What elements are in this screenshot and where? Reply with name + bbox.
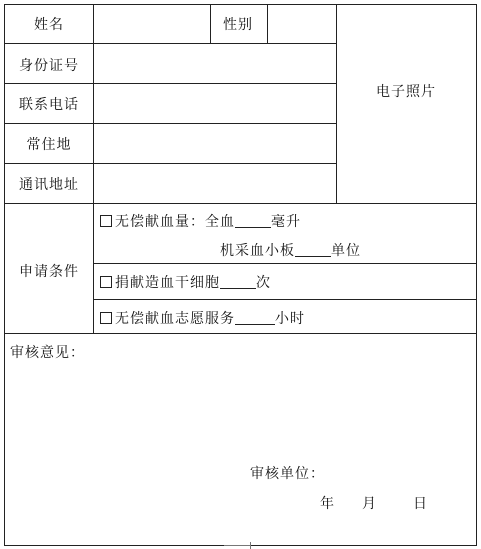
year-label: 年 (320, 496, 335, 512)
id-number-field[interactable] (95, 45, 335, 82)
month-label: 月 (362, 496, 377, 512)
platelet-blank[interactable] (295, 242, 331, 257)
id-number-label: 身份证号 (19, 58, 79, 74)
stem-cell-option[interactable] (100, 274, 271, 292)
name-field[interactable] (95, 6, 209, 42)
residence-field[interactable] (95, 125, 335, 162)
mailing-address-field[interactable] (95, 165, 335, 202)
photo-label: 电子照片 (376, 84, 436, 100)
page-edge-mark (224, 545, 250, 546)
form-border-left (4, 4, 5, 546)
stem-cell-unit: 次 (256, 275, 271, 291)
phone-field[interactable] (95, 85, 335, 122)
conditions-label: 申请条件 (19, 264, 79, 280)
whole-blood-blank[interactable] (235, 213, 271, 228)
gender-label: 性别 (223, 17, 253, 33)
option-divider (93, 263, 477, 264)
form-border-right (476, 4, 477, 546)
form-border-top (4, 4, 477, 5)
option-divider (93, 299, 477, 300)
photo-upload-area[interactable] (338, 6, 475, 202)
day-label: 日 (413, 496, 428, 512)
stem-cell-prefix: 捐献造血干细胞 (115, 275, 220, 291)
residence-label: 常住地 (26, 137, 72, 153)
name-label: 姓名 (34, 17, 64, 33)
section-divider (4, 203, 477, 204)
review-opinion-label: 审核意见： (10, 345, 85, 361)
row-divider (4, 163, 336, 164)
volunteer-unit: 小时 (275, 311, 305, 327)
platelet-unit: 单位 (331, 243, 361, 259)
platelet-option (220, 242, 361, 260)
volunteer-option[interactable] (100, 310, 305, 328)
row-divider (4, 83, 336, 84)
whole-blood-unit: 毫升 (271, 214, 301, 230)
whole-blood-prefix: 无偿献血量：全血 (115, 214, 235, 230)
stem-cell-blank[interactable] (220, 274, 256, 289)
review-opinion-area[interactable] (10, 366, 470, 456)
mailing-address-label: 通讯地址 (19, 177, 79, 193)
gender-field[interactable] (269, 6, 335, 42)
phone-label: 联系电话 (19, 97, 79, 113)
application-form (4, 4, 477, 546)
stem-cell-checkbox[interactable] (100, 276, 112, 288)
gender-divider-right (267, 4, 268, 44)
whole-blood-checkbox[interactable] (100, 215, 112, 227)
volunteer-checkbox[interactable] (100, 312, 112, 324)
row-divider (4, 43, 336, 44)
row-divider (4, 123, 336, 124)
gender-divider-left (210, 4, 211, 44)
section-divider (4, 333, 477, 334)
platelet-prefix: 机采血小板 (220, 243, 295, 259)
review-unit-label: 审核单位： (250, 466, 325, 482)
page-edge-mark (250, 542, 251, 549)
photo-divider (336, 4, 337, 204)
whole-blood-option[interactable] (100, 213, 301, 231)
label-column-divider (93, 4, 94, 334)
volunteer-prefix: 无偿献血志愿服务 (115, 311, 235, 327)
volunteer-blank[interactable] (235, 310, 275, 325)
